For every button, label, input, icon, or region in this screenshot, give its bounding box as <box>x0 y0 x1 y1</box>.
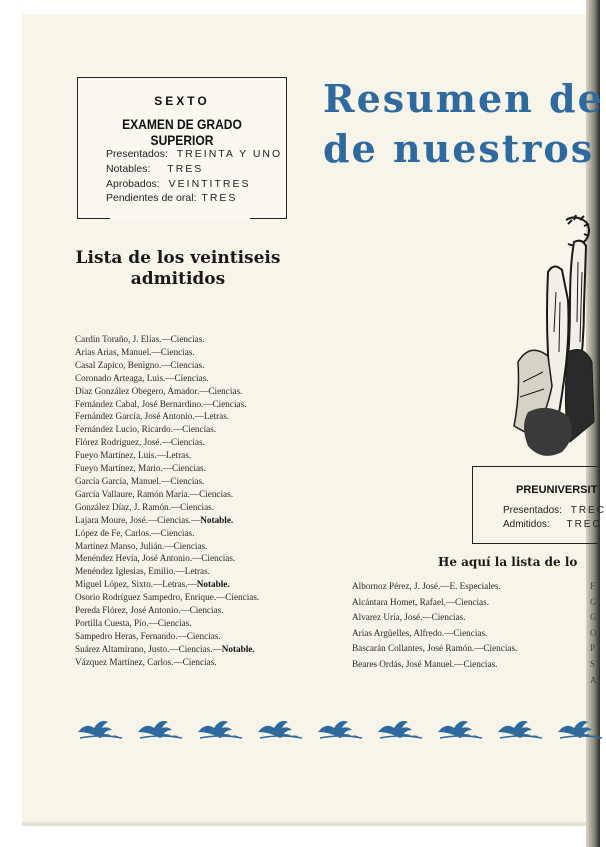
preu-title: PREUNIVERSIT <box>516 484 598 496</box>
wave-ornament <box>198 721 242 738</box>
cut-off-column-initials <box>590 579 600 688</box>
admitido-name: Fernández Cabal, José Bernardino.—Ciencias. <box>75 398 247 409</box>
list-item <box>75 656 295 669</box>
box-bottom-gap <box>110 212 250 220</box>
resumen-title-line2: de nuestros <box>323 126 595 171</box>
stat-value: TRES <box>167 163 204 175</box>
list-item <box>75 436 295 449</box>
cut-off-initial: P <box>590 643 596 654</box>
stat-label: Presentados: <box>503 505 562 516</box>
sexto-title: SEXTO <box>154 94 210 108</box>
examen-subtitle: EXAMEN DE GRADO SUPERIOR <box>122 116 242 148</box>
admitido-name: Menéndez Hevia, José Antonio.—Ciencias. <box>75 553 236 564</box>
paper-bottom-shadow <box>22 822 600 826</box>
stat-pendientes <box>106 192 237 204</box>
list-item <box>75 488 295 501</box>
list-item <box>75 540 295 553</box>
admitido-name: Menéndez Iglesias, Emilio.—Letras. <box>75 566 210 577</box>
list-item <box>75 398 295 411</box>
list-item <box>75 501 295 514</box>
cut-off-initial: F <box>590 581 596 591</box>
wave-ornament <box>378 721 422 738</box>
admitido-name: Suárez Altamirano, Justo.—Ciencias.— <box>75 643 222 654</box>
list-item: Alvarez Uría, José.—Ciencias. <box>352 612 466 623</box>
stat-value: TREC <box>570 505 606 516</box>
stat-value: VEINTITRES <box>168 178 251 190</box>
admitido-name: Osorio Rodríguez Sampedro, Enrique.—Ciencias. <box>75 592 260 603</box>
wave-ornament <box>318 721 362 738</box>
resumen-title-line1: Resumen de <box>323 76 604 121</box>
preu-stat-presentados <box>503 505 606 516</box>
raised-arms-illustration <box>508 212 594 462</box>
stat-label: Aprobados: <box>106 178 160 190</box>
admitido-name: Martínez Manso, Julián.—Ciencias. <box>75 540 208 551</box>
stat-label: Notables: <box>106 163 151 175</box>
admitido-name: Lajara Moure, José.—Ciencias.— <box>75 514 201 525</box>
list-item <box>75 591 295 604</box>
admitido-name: Fernández García, José Antonio.—Letras. <box>75 411 230 422</box>
he-aqui-heading: He aquí la lista de lo <box>438 555 578 569</box>
list-item: Bascarán Collantes, José Ramón.—Ciencias. <box>352 643 518 654</box>
admitido-name: Cardín Toraño, J. Elías.—Ciencias. <box>75 334 205 344</box>
admitido-name: Arias Arias, Manuel.—Ciencias. <box>75 346 195 357</box>
stat-value: TREC <box>566 519 602 530</box>
wave-ornament-border <box>72 712 600 742</box>
admitido-name: Miguel López, Sixto.—Letras.— <box>75 579 197 590</box>
wave-ornament <box>78 721 122 738</box>
stat-value: TRES <box>201 192 238 204</box>
admitido-name: González Díaz, J. Ramón.—Ciencias. <box>75 501 215 512</box>
stat-label: Presentados: <box>106 148 168 160</box>
admitidos-list <box>75 333 295 669</box>
wave-ornament <box>138 721 182 738</box>
stat-presentados <box>106 148 282 160</box>
lista-heading: Lista de los veintiseis admitidos <box>75 248 281 289</box>
cut-off-initial: G <box>590 596 597 607</box>
list-item <box>75 475 295 488</box>
preu-stat-admitidos <box>503 519 602 530</box>
list-item <box>75 385 295 398</box>
list-item <box>75 630 295 643</box>
cut-off-initial: S <box>590 658 596 669</box>
list-item <box>75 514 295 527</box>
wave-ornament <box>258 721 302 738</box>
list-item <box>75 617 295 630</box>
notable-mark: Notable. <box>221 643 255 654</box>
preuniversitario-list <box>352 579 592 673</box>
admitido-name: López de Fe, Carlos.—Ciencias. <box>75 527 195 538</box>
list-item <box>75 359 295 372</box>
notable-mark: Notable. <box>196 579 230 590</box>
admitido-name: García García, Manuel.—Ciencias. <box>75 475 205 486</box>
admitido-name: Fueyo Martínez, Luis.—Letras. <box>75 450 192 461</box>
stat-label: Pendientes de oral: <box>106 192 197 204</box>
list-item <box>75 372 295 385</box>
list-item <box>75 578 295 591</box>
admitido-name: Coronado Arteaga, Luis.—Ciencias. <box>75 372 209 383</box>
admitido-name: Díaz González Obegero, Amador.—Ciencias. <box>75 385 243 396</box>
admitido-name: García Vallaure, Ramón María.—Ciencias. <box>75 488 234 499</box>
wave-ornament <box>558 721 602 738</box>
list-item <box>75 462 295 475</box>
list-item: Albornoz Pérez, J. José.—E. Especiales. <box>352 581 501 591</box>
list-item <box>75 333 295 346</box>
resumen-title <box>323 74 604 174</box>
admitido-name: Casal Zapico, Benigno.—Ciencias. <box>75 359 205 370</box>
wave-ornament <box>498 721 542 738</box>
sexto-summary-box <box>77 77 287 219</box>
list-item: Alcántara Homet, Rafael.—Ciencias. <box>352 596 489 607</box>
cut-off-initial: G <box>590 612 597 623</box>
admitido-name: Flórez Rodríguez, José.—Ciencias. <box>75 437 205 448</box>
stat-value: TREINTA Y UNO <box>176 148 283 160</box>
admitido-name: Sampedro Heras, Fernando.—Ciencias. <box>75 630 221 641</box>
admitido-name: Fernández Lucio, Ricardo.—Ciencias. <box>75 424 217 435</box>
cut-off-initial: A <box>590 674 597 685</box>
admitido-name: Portilla Cuesta, Pío.—Ciencias. <box>75 617 192 628</box>
list-item <box>75 552 295 565</box>
admitido-name: Fueyo Martínez, Mario.—Ciencias. <box>75 463 206 474</box>
list-item <box>75 527 295 540</box>
list-item <box>75 604 295 617</box>
wave-ornament <box>438 721 482 738</box>
stat-notables <box>106 163 203 175</box>
list-item <box>75 410 295 423</box>
cut-off-initial: O <box>590 627 597 638</box>
stat-label: Admitidos: <box>503 519 550 530</box>
stat-aprobados <box>106 178 250 190</box>
list-item <box>75 643 295 656</box>
list-item <box>75 346 295 359</box>
list-item <box>75 423 295 436</box>
list-item: Arias Argüelles, Alfredo.—Ciencias. <box>352 627 488 638</box>
list-item <box>75 565 295 578</box>
list-item: Beares Ordás, José Manuel.—Ciencias. <box>352 658 498 669</box>
admitido-name: Pereda Flórez, José Antonio.—Ciencias. <box>75 605 224 616</box>
notable-mark: Notable. <box>200 514 234 525</box>
admitido-name: Vázquez Martínez, Carlos.—Ciencias. <box>75 656 217 667</box>
list-item <box>75 449 295 462</box>
